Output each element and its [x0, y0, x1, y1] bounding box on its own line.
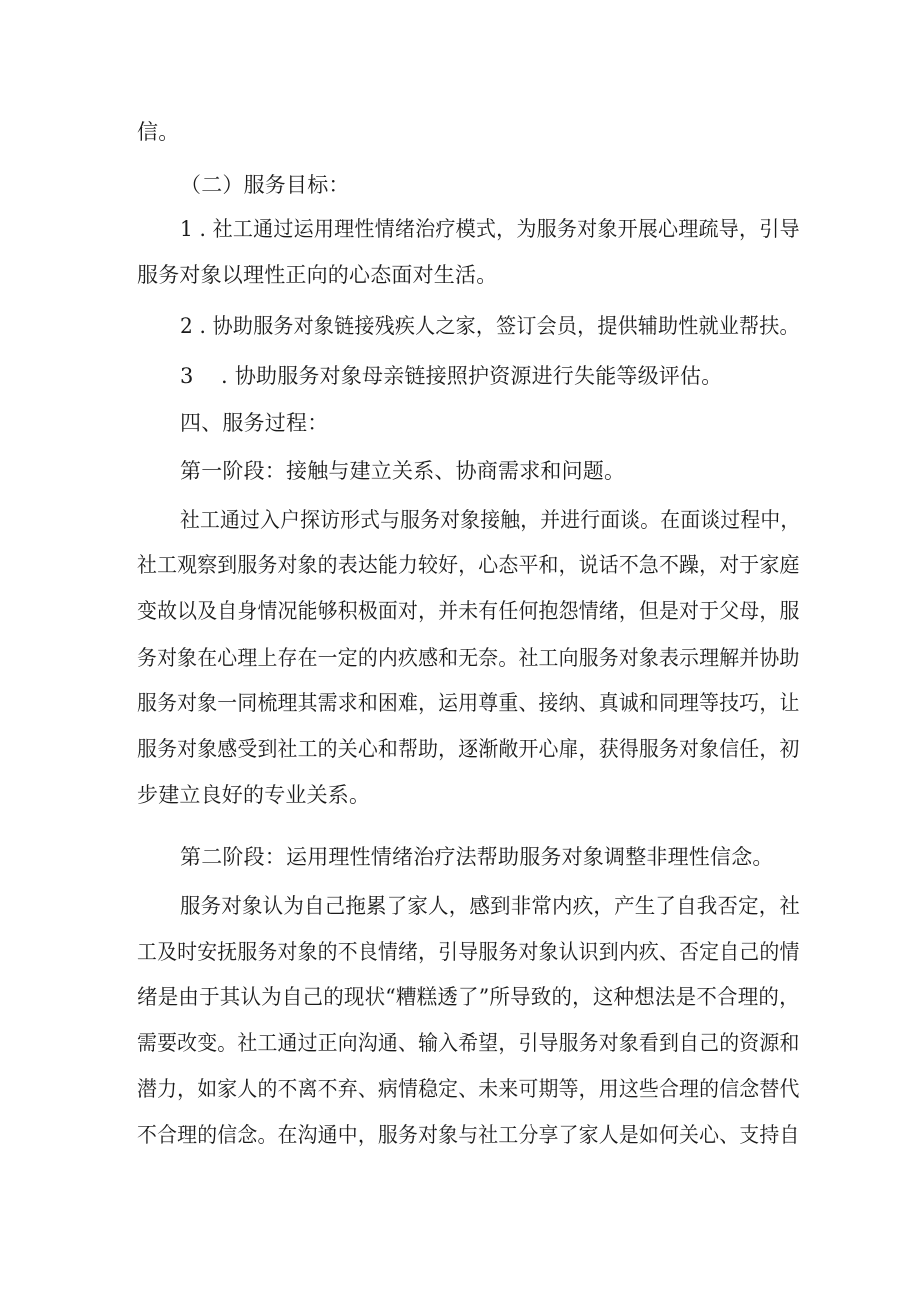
text-line: 变故以及自身情况能够积极面对，并未有任何抱怨情绪，但是对于父母，服 — [137, 599, 800, 623]
text-line: 服务对象感受到社工的关心和帮助，逐渐敞开心扉，获得服务对象信任，初 — [137, 737, 800, 761]
stage-heading: 第二阶段：运用理性情绪治疗法帮助服务对象调整非理性信念。 — [180, 845, 774, 869]
text-line: 1 . 社工通过运用理性情绪治疗模式，为服务对象开展心理疏导，引导 — [180, 217, 800, 241]
text-line: 不合理的信念。在沟通中，服务对象与社工分享了家人是如何关心、支持自 — [137, 1123, 800, 1147]
text-line: 工及时安抚服务对象的不良情绪，引导服务对象认识到内疚、否定自己的情 — [137, 940, 800, 964]
text-line: 3 . 协助服务对象母亲链接照护资源进行失能等级评估。 — [180, 364, 723, 388]
text-line: 步建立良好的专业关系。 — [137, 783, 371, 807]
text-line: 绪是由于其认为自己的现状“糟糕透了”所导致的，这种想法是不合理的， — [137, 985, 800, 1009]
stage-heading: 第一阶段：接触与建立关系、协商需求和问题。 — [180, 459, 626, 483]
text-line: 服务对象认为自己拖累了家人，感到非常内疚，产生了自我否定，社 — [180, 894, 801, 918]
text-line: 2 . 协助服务对象链接残疾人之家，签订会员，提供辅助性就业帮扶。 — [180, 314, 800, 338]
text-line: 服务对象一同梳理其需求和困难，运用尊重、接纳、真诚和同理等技巧，让 — [137, 691, 800, 715]
section-heading: （二）服务目标： — [180, 173, 350, 197]
text-line: 服务对象以理性正向的心态面对生活。 — [137, 263, 498, 287]
text-line: 务对象在心理上存在一定的内疚感和无奈。社工向服务对象表示理解并协助 — [137, 646, 800, 670]
section-heading: 四、服务过程： — [180, 411, 329, 435]
text-line: 社工通过入户探访形式与服务对象接触，并进行面谈。在面谈过程中， — [180, 508, 801, 532]
text-line: 社工观察到服务对象的表达能力较好，心态平和，说话不急不躁，对于家庭 — [137, 553, 800, 577]
text-line: 潜力，如家人的不离不弃、病情稳定、未来可期等，用这些合理的信念替代 — [137, 1077, 800, 1101]
text-line: 需要改变。社工通过正向沟通、输入希望，引导服务对象看到自己的资源和 — [137, 1031, 800, 1055]
text-line: 信。 — [137, 120, 180, 144]
